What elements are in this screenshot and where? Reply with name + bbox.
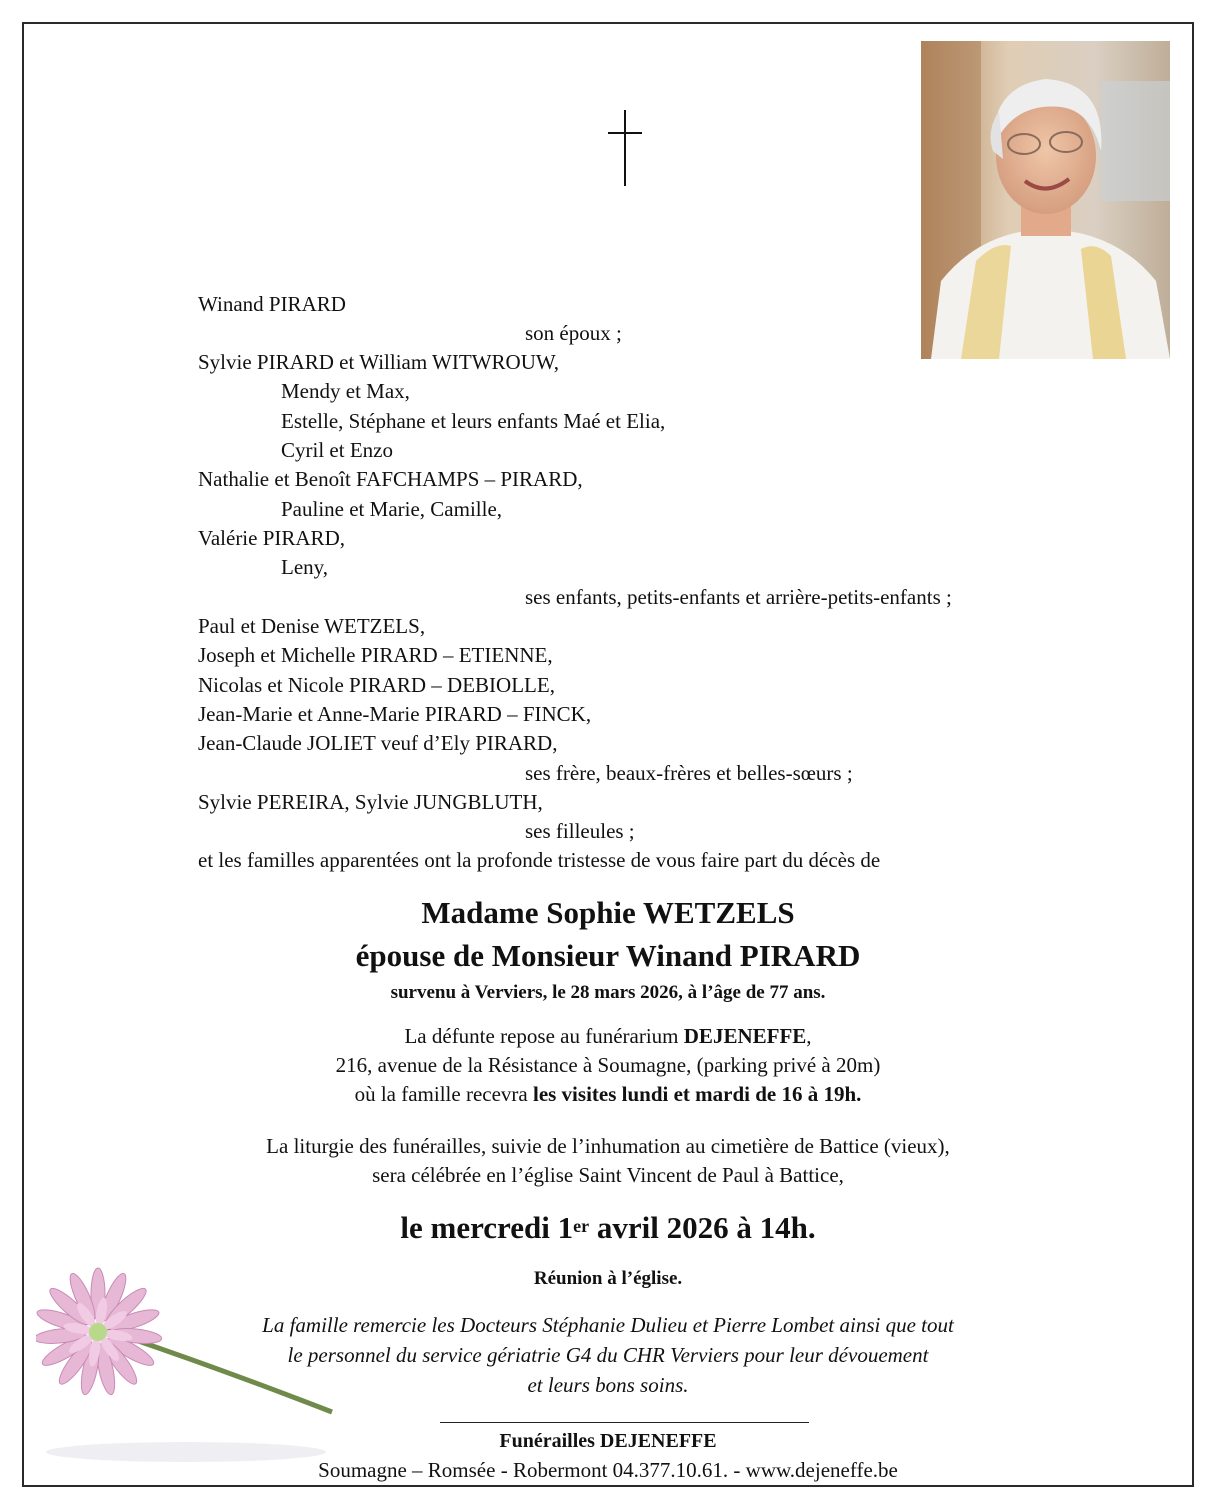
family-line: Valérie PIRARD, xyxy=(198,526,345,550)
thanks-line-3: et leurs bons soins. xyxy=(527,1373,689,1397)
deceased-spouse: épouse de Monsieur Winand PIRARD xyxy=(355,938,861,973)
visitation-line-1: La défunte repose au funérarium DEJENEFFE, xyxy=(404,1024,812,1048)
visitation-hours: où la famille recevra les visites lundi et mardi de 16 à 19h. xyxy=(354,1082,862,1106)
deceased-name: Madame Sophie WETZELS xyxy=(421,895,795,930)
visitation-address: 216, avenue de la Résistance à Soumagne, (parking privé à 20m) xyxy=(335,1053,881,1077)
family-line: Cyril et Enzo xyxy=(281,438,393,462)
meeting-note: Réunion à l’église. xyxy=(533,1268,683,1289)
family-line: Jean-Claude JOLIET veuf d’Ely PIRARD, xyxy=(198,731,558,755)
cross-icon xyxy=(605,110,645,188)
family-line: Winand PIRARD xyxy=(198,292,346,316)
family-line: Jean-Marie et Anne-Marie PIRARD – FINCK, xyxy=(198,702,592,726)
relation-line: ses frère, beaux-frères et belles-sœurs ; xyxy=(525,761,853,785)
relation-line: ses filleules ; xyxy=(525,819,635,843)
thanks-line-1: La famille remercie les Docteurs Stéphanie Dulieu et Pierre Lombet ainsi que tout xyxy=(262,1313,954,1337)
relation-line: ses enfants, petits-enfants et arrière-petits-enfants ; xyxy=(525,585,952,609)
death-details: survenu à Verviers, le 28 mars 2026, à l’âge de 77 ans. xyxy=(390,982,826,1003)
announcement-line: et les familles apparentées ont la profonde tristesse de vous faire part du décès de xyxy=(198,848,881,872)
family-line: Sylvie PIRARD et William WITWROUW, xyxy=(198,350,559,374)
relation-line: son époux ; xyxy=(525,321,622,345)
family-line: Nathalie et Benoît FAFCHAMPS – PIRARD, xyxy=(198,467,583,491)
family-line: Joseph et Michelle PIRARD – ETIENNE, xyxy=(198,643,553,667)
funeral-line-1: La liturgie des funérailles, suivie de l’inhumation au cimetière de Battice (vieux), xyxy=(266,1134,950,1158)
family-line: Estelle, Stéphane et leurs enfants Maé et Elia, xyxy=(281,409,666,433)
funeral-line-2: sera célébrée en l’église Saint Vincent de Paul à Battice, xyxy=(372,1163,844,1187)
family-line: Sylvie PEREIRA, Sylvie JUNGBLUTH, xyxy=(198,790,543,814)
portrait-photo xyxy=(921,41,1170,359)
family-line: Paul et Denise WETZELS, xyxy=(198,614,426,638)
family-line: Mendy et Max, xyxy=(281,379,410,403)
footer-divider xyxy=(440,1422,809,1423)
funeral-contact: Soumagne – Romsée - Robermont 04.377.10.61. - www.dejeneffe.be xyxy=(318,1458,898,1482)
family-line: Nicolas et Nicole PIRARD – DEBIOLLE, xyxy=(198,673,555,697)
funeral-date: le mercredi 1er avril 2026 à 14h. xyxy=(400,1210,816,1245)
thanks-line-2: le personnel du service gériatrie G4 du CHR Verviers pour leur dévouement xyxy=(287,1343,929,1367)
family-line: Leny, xyxy=(281,555,329,579)
family-line: Pauline et Marie, Camille, xyxy=(281,497,503,521)
funeral-company: Funérailles DEJENEFFE xyxy=(499,1430,717,1452)
